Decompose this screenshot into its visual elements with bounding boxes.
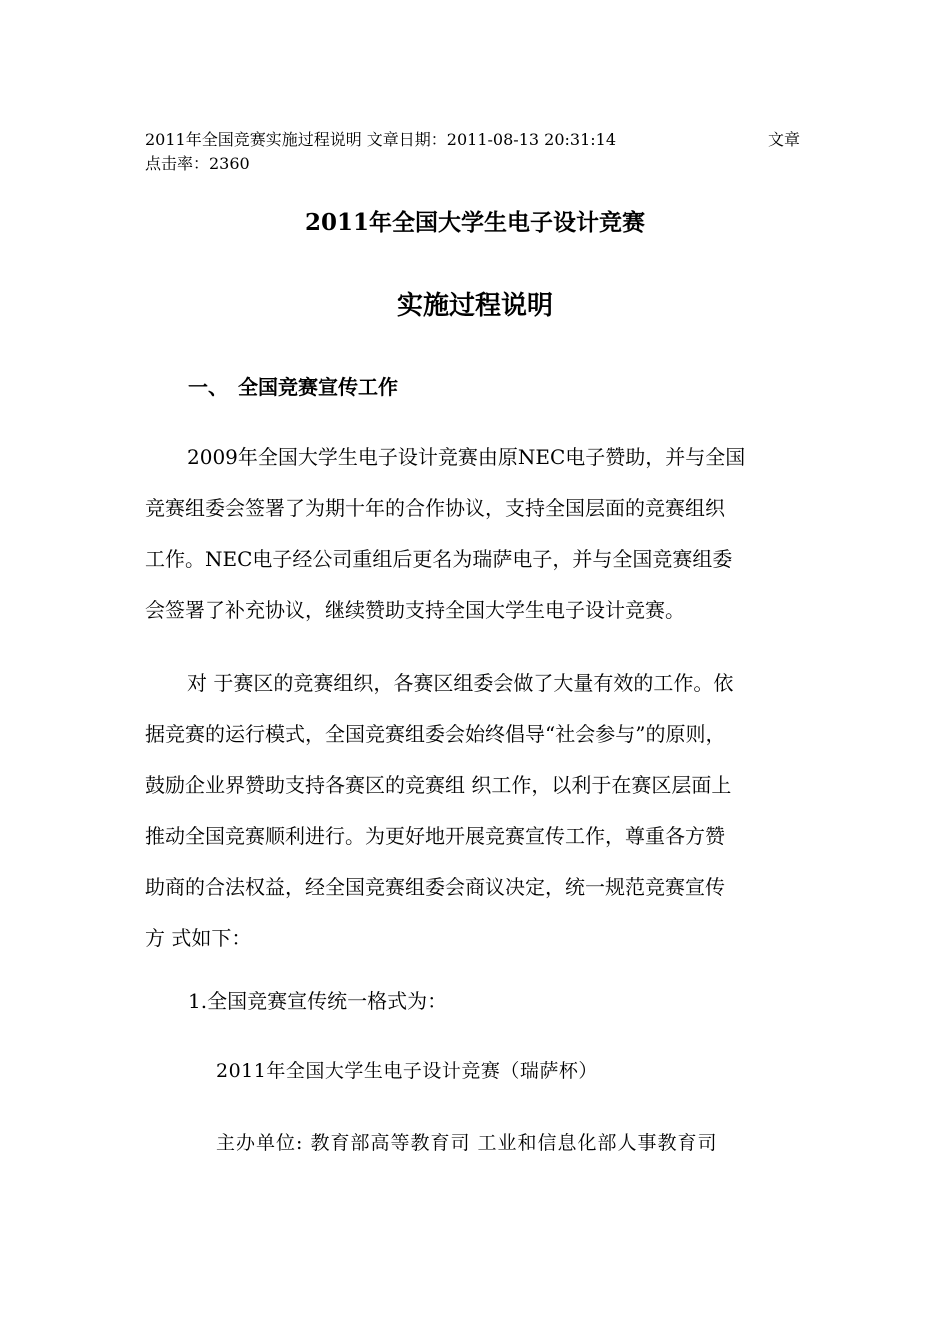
paragraph-sponsorship [145, 432, 805, 636]
article-meta [145, 128, 800, 176]
article-meta-line1 [145, 128, 800, 152]
document-subtitle: 实施过程说明 [396, 291, 553, 321]
paragraph-line: 助商的合法权益，经全国竞赛组委会商议决定，统一规范竞赛宣传 [145, 875, 725, 899]
section-number: 一、 [188, 375, 228, 399]
paragraph-line: 推动全国竞赛顺利进行。为更好地开展竞赛宣传工作，尊重各方赞 [145, 824, 725, 848]
paragraph-line: 据竞赛的运行模式，全国竞赛组委会始终倡导“社会参与”的原则， [145, 722, 726, 746]
organizer-line: 主办单位: 教育部高等教育司 工业和信息化部人事教育司 [216, 1132, 718, 1154]
paragraph-line: 2009年全国大学生电子设计竞赛由原NEC电子赞助，并与全国 [187, 445, 746, 469]
article-meta-label: 文章 [767, 130, 800, 149]
paragraph-line: 对 于赛区的竞赛组织，各赛区组委会做了大量有效的工作。依 [187, 671, 734, 695]
list-item: 1.全国竞赛宣传统一格式为： [188, 989, 448, 1013]
article-click-count: 点击率：2360 [145, 154, 250, 173]
document-title: 2011年全国大学生电子设计竞赛 [304, 209, 645, 236]
section-title: 全国竞赛宣传工作 [238, 375, 398, 399]
paragraph-line: 竞赛组委会签署了为期十年的合作协议，支持全国层面的竞赛组织 [145, 496, 725, 520]
paragraph-regional-organization [145, 658, 805, 964]
competition-format-title: 2011年全国大学生电子设计竞赛（瑞萨杯） [216, 1060, 598, 1082]
paragraph-line: 鼓励企业界赞助支持各赛区的竞赛组 织工作，以利于在赛区层面上 [145, 773, 732, 797]
article-date: 2011年全国竞赛实施过程说明 文章日期：2011-08-13 20:31:14 [145, 130, 617, 149]
section-heading [188, 372, 398, 402]
paragraph-line: 方 式如下： [145, 926, 252, 950]
paragraph-line: 工作。NEC电子经公司重组后更名为瑞萨电子，并与全国竞赛组委 [145, 547, 733, 571]
paragraph-line: 会签署了补充协议，继续赞助支持全国大学生电子设计竞赛。 [145, 598, 685, 622]
